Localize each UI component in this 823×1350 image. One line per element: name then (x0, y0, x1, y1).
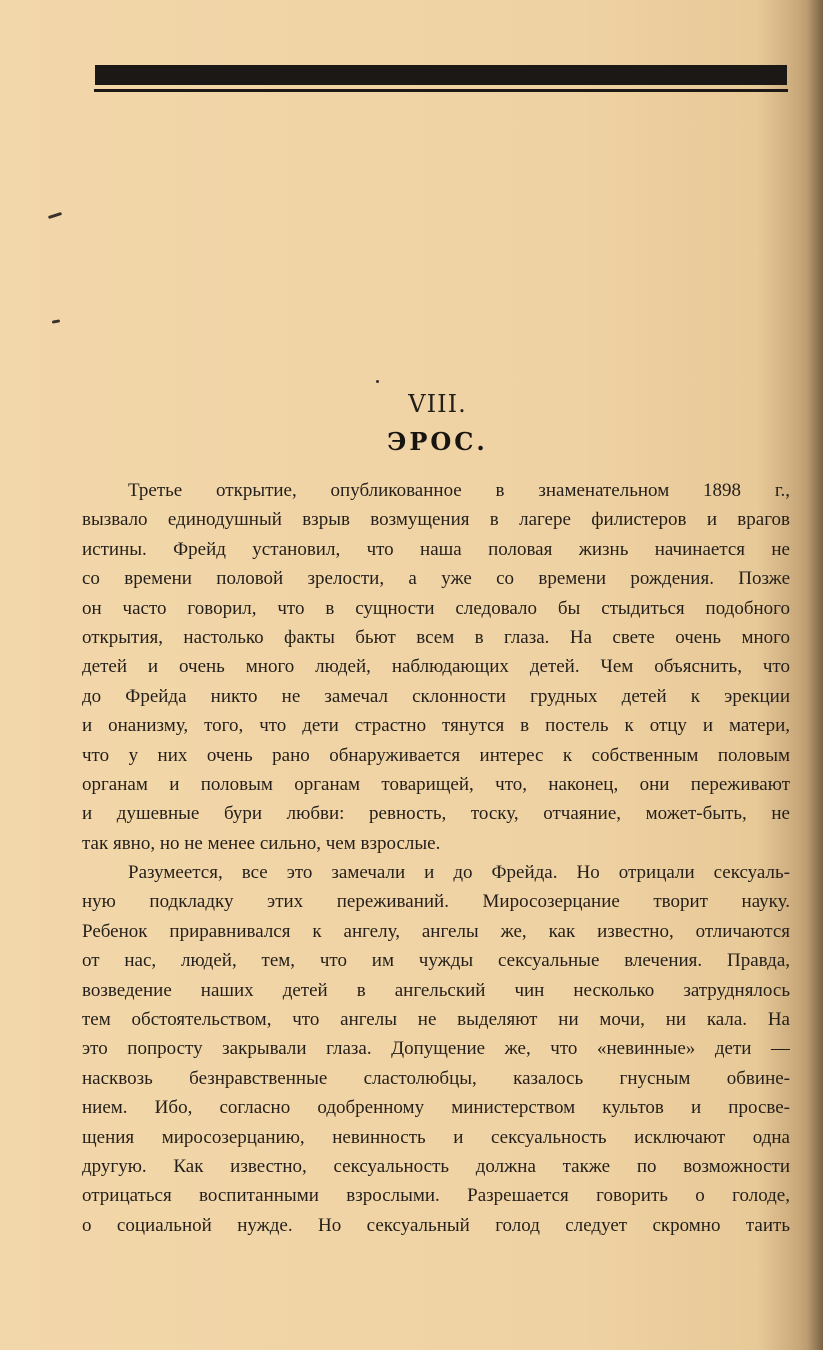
text-line: со времени половой зрелости, а уже со времени рождения. Позже (82, 568, 790, 590)
text-line: Третье открытие, опубликованное в знаменательном 1898 г., (128, 480, 790, 501)
text-line: открытия, настолько факты бьют всем в глаза. На свете очень много (82, 626, 790, 648)
text-line: щения миросозерцанию, невинность и сексуальность исключают одна (82, 1126, 790, 1148)
text-line: тем обстоятельством, что ангелы не выделяют ни мочи, ни кала. На (82, 1009, 790, 1031)
text-line: другую. Как известно, сексуальность должна также по возможности (82, 1155, 790, 1177)
header-thick-rule (95, 65, 787, 85)
chapter-title: ЭРОС. (387, 427, 488, 456)
text-line: от нас, людей, тем, что им чужды сексуальные влечения. Правда, (82, 950, 790, 972)
text-line: это попросту закрывали глаза. Допущение же, что «невинные» дети — (82, 1038, 790, 1060)
text-line: вызвало единодушный взрыв возмущения в лагере филистеров и врагов (82, 509, 790, 531)
text-line: что у них очень рано обнаруживается интерес к собственным половым (82, 744, 790, 766)
print-speck (52, 319, 60, 323)
text-line: Ребенок приравнивался к ангелу, ангелы же, как известно, отличаются (82, 920, 790, 942)
text-line: детей и очень много людей, наблюдающих детей. Чем объяснить, что (82, 656, 790, 678)
page-edge-shadow (807, 0, 823, 1350)
text-line: о социальной нужде. Но сексуальный голод следует скромно таить (82, 1214, 790, 1236)
text-line: возведение наших детей в ангельский чин несколько затруднялось (82, 979, 790, 1001)
text-line: нием. Ибо, согласно одобренному министерством культов и просве- (82, 1097, 790, 1119)
body-text (82, 476, 790, 1240)
print-speck (48, 212, 62, 219)
text-line: так явно, но не менее сильно, чем взрослые. (82, 832, 441, 854)
text-line: Разумеется, все это замечали и до Фрейда. Но отрицали сексуаль- (128, 862, 790, 884)
text-line: отрицаться воспитанными взрослыми. Разрешается говорить о голоде, (82, 1185, 790, 1207)
text-line: до Фрейда никто не замечал склонности грудных детей к эрекции (82, 685, 790, 707)
text-line: органам и половым органам товарищей, что, наконец, они переживают (82, 773, 790, 795)
text-line: истины. Фрейд установил, что наша половая жизнь начинается не (82, 538, 790, 560)
text-line: насквозь безнравственные сластолюбцы, казалось гнусным обвине- (82, 1067, 790, 1089)
text-line: и онанизму, того, что дети страстно тянутся в постель к отцу и матери, (82, 715, 790, 737)
text-line: и душевные бури любви: ревность, тоску, отчаяние, может-быть, не (82, 803, 790, 825)
text-line: он часто говорил, что в сущности следовало бы стыдиться подобного (82, 597, 790, 619)
print-speck (376, 380, 379, 383)
header-thin-rule (94, 89, 788, 92)
text-line: ную подкладку этих переживаний. Миросозерцание творит науку. (82, 891, 790, 913)
chapter-number: VIII. (408, 390, 467, 418)
